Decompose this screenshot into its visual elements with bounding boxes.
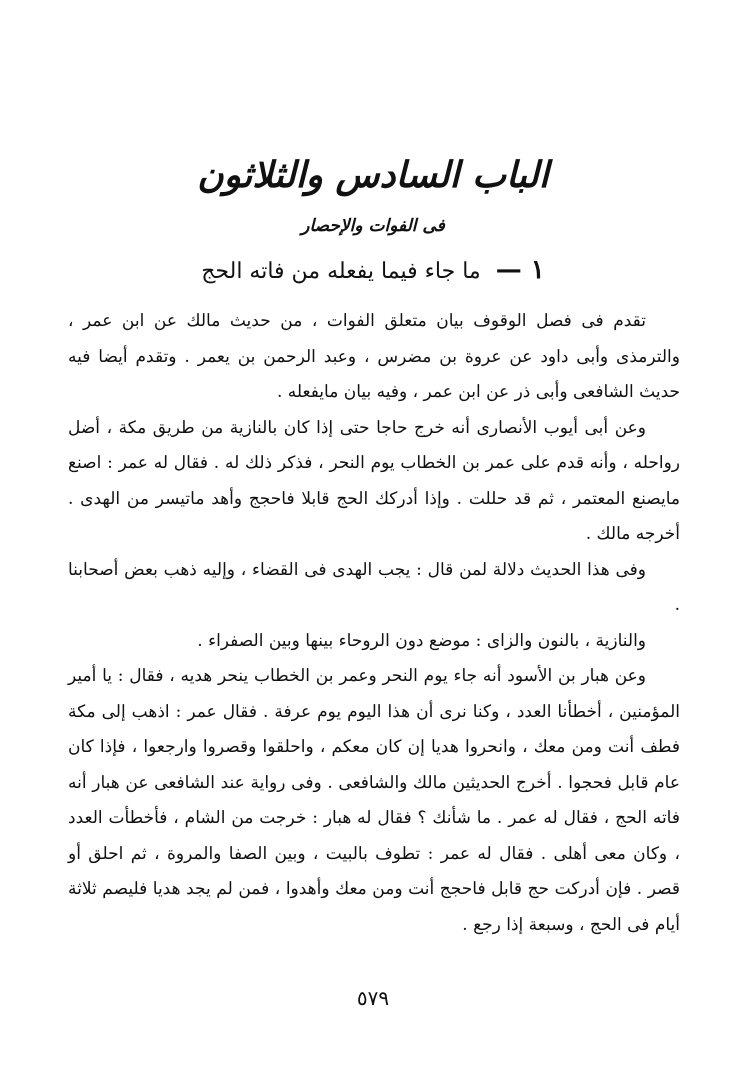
- paragraph: وعن هبار بن الأسود أنه جاء يوم النحر وعمر بن الخطاب ينحر هديه ، فقال : يا أمير المؤمنين ، أخطأنا العدد ، وكنا نرى أن هذا اليوم يوم عرفة . فقال عمر : اذهب إلى مكة فطف أنت ومن معك ، وانحروا هديا إن كان معكم ، واحلقوا وقصروا وارجعوا ، فإذا كان عام قابل فحجوا . أخرج الحديثين مالك والشافعى . وفى رواية عند الشافعى عن هبار أنه فاته الحج ، فقال له عمر . ما شأنك ؟ فقال له هبار : خرجت من الشام ، فأخطأت العدد ، وكان معى أهلى . فقال له عمر : تطوف بالبيت ، وبين الصفا والمروة ، ثم احلق أو قصر . فإن أدركت حج قابل فاحجج أنت ومن معك وأهدوا ، فمن لم يجد هديا فليصم ثلاثة أيام فى الحج ، وسبعة إذا رجع .: [68, 666, 680, 935]
- chapter-subtitle: فى الفوات والإحصار: [301, 216, 445, 236]
- chapter-title: الباب السادس والثلاثون: [197, 154, 549, 196]
- section-title: ما جاء فيما يفعله من فاته الحج: [201, 259, 481, 284]
- paragraph: وفى هذا الحديث دلالة لمن قال : يجب الهدى فى القضاء ، وإليه ذهب بعض أصحابنا .: [68, 559, 680, 615]
- paragraph: وعن أبى أيوب الأنصارى أنه خرج حاجا حتى إذا كان بالنازية من طريق مكة ، أضل رواحله ، وأنه قدم على عمر بن الخطاب يوم النحر ، فذكر ذلك له . فقال له عمر : اصنع مايصنع المعتمر ، ثم قد حللت . وإذا أدركك الحج قابلا فاحجج وأهد ماتيسر من الهدى . أخرجه مالك .: [68, 417, 680, 544]
- section-heading: [0, 252, 746, 290]
- paragraph: تقدم فى فصل الوقوف بيان متعلق الفوات ، من حديث مالك عن ابن عمر ، والترمذى وأبى داود عن عروة بن مضرس ، وعبد الرحمن بن يعمر . وتقدم أيضا فيه حديث الشافعى وأبى ذر عن ابن عمر ، وفيه بيان مايفعله .: [68, 311, 680, 402]
- page-number: ٥٧٩: [356, 986, 390, 1010]
- section-number: ١ —: [495, 255, 545, 285]
- body-text: [68, 304, 680, 943]
- paragraph: والنازية ، بالنون والزاى : موضع دون الروحاء بينها وبين الصفراء .: [197, 630, 646, 651]
